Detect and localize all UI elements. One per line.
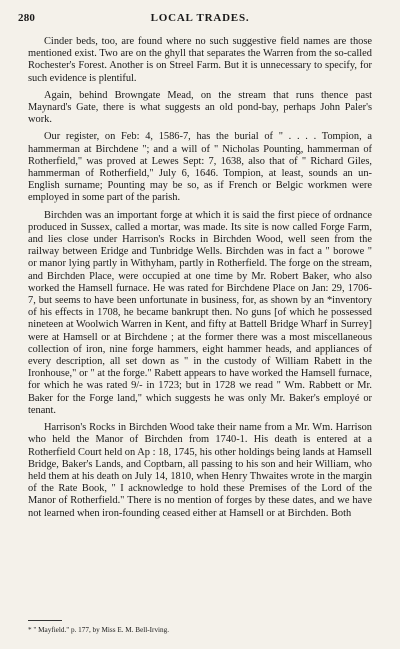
paragraph-register-burials: Our register, on Feb: 4, 1586-7, has the burial of " . . . . Tompion, a hammerman at Birchdene "; and a will of " Nicholas Pounting, hammerman of Rotherfield," was proved at Lewes Sept: 7, 1638, also that of " Richard Giles, hammerman of Rotherfield," July 6, 1646. Tompion, at least, sounds an un-English surname; Pounting may be so, as if French or Belgic workmen were employed in some part of the parish.	[28, 131, 372, 204]
running-head: LOCAL TRADES.	[150, 12, 250, 24]
page-header	[18, 12, 382, 28]
paragraph-harrisons-rocks: Harrison's Rocks in Birchden Wood take their name from a Mr. Wm. Harrison who held the Manor of Birchden from 1740-1. His death is entered at a Rotherfield Court held on Ap : 18, 1745, his other holdings being lands at Hamsell Bridge, Baker's Lands, and Coptbarn, all passing to his son and heir William, who held them at his death on July 14, 1810, when Henry Thwaites wrote in the margin of the Rate Book, " I acknowledge to hold these Premises of the Lord of the Manor of Rotherfield." There is no mention of forges by these dates, and we have not learned when iron-founding ceased either at Hamsell or at Birchden. Both	[28, 422, 372, 519]
paragraph-cinder-beds: Cinder beds, too, are found where no such suggestive field names are those mentioned exist. Two are on the ghyll that separates the Warren from the so-called Rochester's Forest. Another is on Streel Farm. But it is unnecessary to specify, for such evidence is plentiful.	[28, 36, 372, 84]
footnote-rule	[28, 620, 62, 621]
body-text	[28, 36, 372, 525]
paragraph-browngate-mead: Again, behind Browngate Mead, on the stream that runs thence past Maynard's Gate, there is what suggests an old pond-bay, perhaps John Paler's work.	[28, 89, 372, 126]
footnote: * " Mayfield." p. 177, by Miss E. M. Bell-Irving.	[28, 626, 170, 634]
page-number: 280	[18, 12, 36, 24]
paragraph-birchden-forge: Birchden was an important forge at which it is said the first piece of ordnance produced in Sussex, called a mortar, was made. Its site is now called Forge Farm, and lies close under Harrison's Rocks in Birchden Wood, well seen from the railway between Eridge and Tunbridge Wells. Birchden was in fact a " borowe " or manor lying partly in Withyham, partly in Rotherfield. The forge on the stream, and Birchden Place, were occupied at one time by Mr. Robert Baker, who also worked the Hamsell furnace. He was rated for Birchdene Place on Jan: 29, 1706-7, but seems to have been unfortunate in business, for, as shown by an *inventory of his effects in 1708, he became bankrupt then. No guns [of which he possessed nineteen at Woolwich Warren in Kent, and fifty at Battell Bridge Wharf in Surrey] were at Hamsell or at Birchdene ; at the former there was a most miscellaneous collection of iron, nine forge hammers, eight hammer heads, and appliances of every description, all set down as " in the custody of William Rabett in the Ironhouse," or " at the forge." Rabett appears to have worked the Hamsell furnace, for which he was rated 9/- in 1723; but in 1728 we read " Wm. Rabbett or Mr. Baker for the Forge land," which suggests he was only Mr. Baker's employé or tenant.	[28, 209, 372, 416]
